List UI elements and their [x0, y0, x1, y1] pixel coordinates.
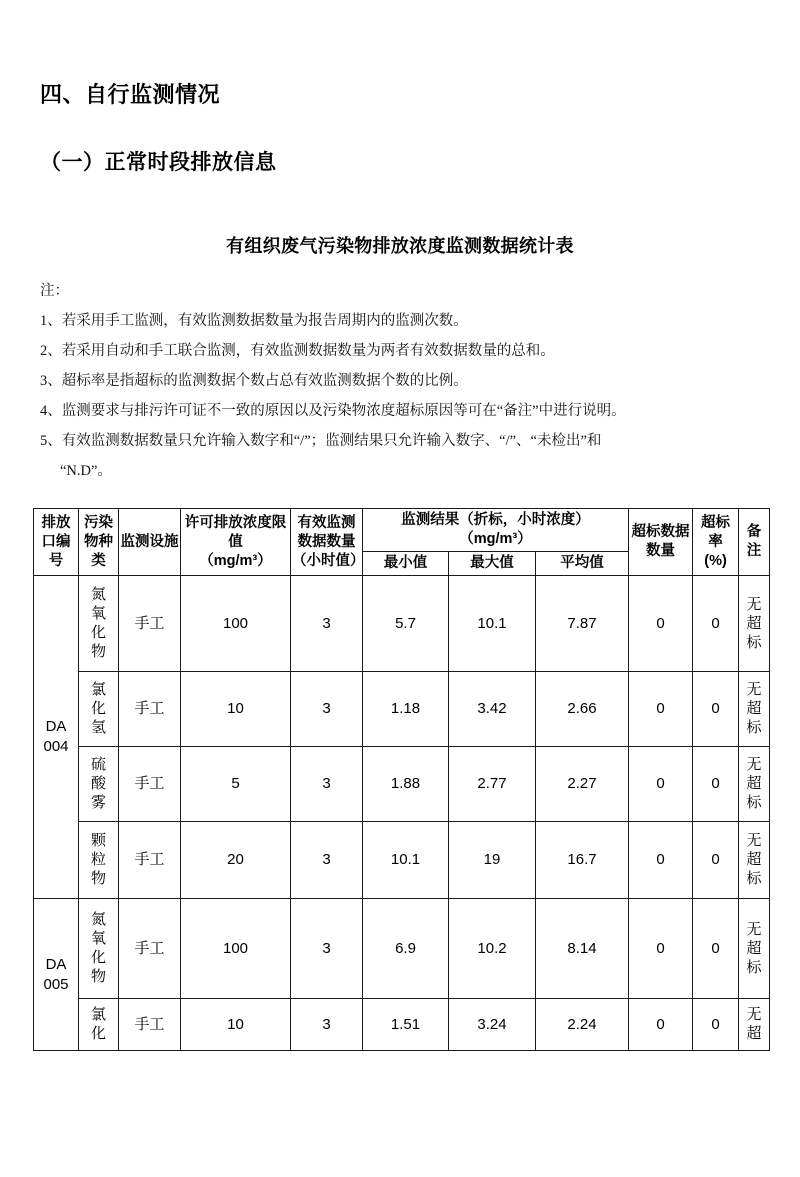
cell-remark [739, 747, 770, 822]
col-header-outlet-no: 排放口编号 [34, 509, 79, 576]
col-header-result-group-text: 监测结果（折标，小时浓度） [401, 512, 590, 528]
remark-label: 无超标 [746, 681, 762, 736]
cell-exceed-rate: 0 [693, 899, 739, 999]
cell-avg: 2.24 [536, 999, 629, 1051]
cell-min: 10.1 [363, 822, 449, 899]
outlet-prefix: DA [45, 718, 67, 735]
cell-exceed-count: 0 [629, 747, 693, 822]
cell-count: 3 [291, 672, 363, 747]
cell-avg: 8.14 [536, 899, 629, 999]
col-header-valid-count-unit: （小时值） [292, 552, 365, 569]
col-header-exceed-rate-text: 超标率 [701, 514, 731, 550]
cell-exceed-count: 0 [629, 672, 693, 747]
pollutant-label: 颗粒物 [91, 832, 107, 887]
cell-count: 3 [291, 747, 363, 822]
pollutant-label: 硫酸雾 [91, 756, 107, 811]
note-item-5-cont: “N.D”。 [60, 463, 112, 479]
pollutant-label: 氯化 [91, 1006, 107, 1042]
cell-max: 2.77 [449, 747, 536, 822]
cell-exceed-rate: 0 [693, 672, 739, 747]
cell-exceed-count: 0 [629, 899, 693, 999]
notes-block [40, 276, 772, 486]
cell-limit: 20 [181, 822, 291, 899]
col-header-result-group-unit: （mg/m³） [459, 531, 532, 547]
col-header-permit-limit [181, 509, 291, 576]
cell-outlet-no [34, 899, 79, 1051]
note-item-2: 2、若采用自动和手工联合监测，有效监测数据数量为两者有效数据数量的总和。 [40, 343, 555, 359]
outlet-number: 004 [43, 738, 69, 755]
cell-min: 5.7 [363, 576, 449, 672]
cell-pollutant [79, 822, 119, 899]
cell-remark [739, 672, 770, 747]
notes-label: 注： [40, 283, 69, 299]
pollutant-label: 氮氧化物 [91, 911, 107, 985]
cell-avg: 2.66 [536, 672, 629, 747]
outlet-prefix: DA [45, 955, 67, 973]
cell-pollutant [79, 899, 119, 999]
cell-count: 3 [291, 822, 363, 899]
cell-facility: 手工 [119, 999, 181, 1051]
cell-count: 3 [291, 576, 363, 672]
cell-exceed-rate: 0 [693, 747, 739, 822]
cell-min: 6.9 [363, 899, 449, 999]
col-header-result-group [363, 509, 629, 552]
cell-limit: 100 [181, 899, 291, 999]
cell-limit: 10 [181, 999, 291, 1051]
cell-remark [739, 576, 770, 672]
pollutant-label: 氮氧化物 [91, 586, 107, 660]
cell-limit: 10 [181, 672, 291, 747]
cell-facility: 手工 [119, 899, 181, 999]
cell-remark [739, 999, 770, 1051]
pollutant-label: 氯化氢 [91, 681, 107, 736]
cell-exceed-rate: 0 [693, 999, 739, 1051]
cell-count: 3 [291, 999, 363, 1051]
table-body [34, 576, 770, 1051]
note-item-3: 3、超标率是指超标的监测数据个数占总有效监测数据个数的比例。 [40, 373, 468, 389]
cell-max: 10.1 [449, 576, 536, 672]
col-header-valid-count [291, 509, 363, 576]
cell-min: 1.18 [363, 672, 449, 747]
note-item-5: 5、有效监测数据数量只允许输入数字和“/”；监测结果只允许输入数字、“/”、“未检出”和 [40, 433, 602, 449]
cell-pollutant [79, 672, 119, 747]
cell-max: 19 [449, 822, 536, 899]
col-header-valid-count-text: 有效监测数据数量 [297, 514, 356, 550]
table-row [34, 999, 770, 1051]
cell-exceed-count: 0 [629, 999, 693, 1051]
cell-limit: 5 [181, 747, 291, 822]
cell-facility: 手工 [119, 576, 181, 672]
cell-remark [739, 899, 770, 999]
cell-exceed-rate: 0 [693, 822, 739, 899]
table-row [34, 576, 770, 672]
note-item-1: 1、若采用手工监测，有效监测数据数量为报告周期内的监测次数。 [40, 313, 468, 329]
col-header-monitor-facility: 监测设施 [119, 509, 181, 576]
col-header-permit-limit-text: 许可排放浓度限值 [184, 514, 287, 550]
cell-exceed-rate: 0 [693, 576, 739, 672]
cell-limit: 100 [181, 576, 291, 672]
cell-avg: 7.87 [536, 576, 629, 672]
col-header-avg: 平均值 [536, 552, 629, 576]
cell-exceed-count: 0 [629, 822, 693, 899]
subsection-heading: （一）正常时段排放信息 [40, 150, 277, 174]
table-header [34, 509, 770, 576]
remark-label: 无超标 [746, 595, 762, 651]
monitoring-data-table [33, 508, 770, 1051]
col-header-pollutant-type: 污染物种类 [79, 509, 119, 576]
cell-min: 1.51 [363, 999, 449, 1051]
cell-exceed-count: 0 [629, 576, 693, 672]
cell-avg: 16.7 [536, 822, 629, 899]
col-header-exceed-rate-unit: (%) [704, 552, 727, 569]
table-row [34, 822, 770, 899]
col-header-max: 最大值 [449, 552, 536, 576]
page-title: 四、自行监测情况 [40, 82, 221, 107]
remark-label: 无超标 [746, 756, 762, 811]
cell-facility: 手工 [119, 822, 181, 899]
cell-pollutant [79, 576, 119, 672]
cell-pollutant [79, 999, 119, 1051]
cell-count: 3 [291, 899, 363, 999]
cell-max: 10.2 [449, 899, 536, 999]
table-row [34, 747, 770, 822]
monitoring-data-table-wrapper [33, 508, 769, 1051]
remark-label: 无超标 [746, 832, 762, 887]
cell-max: 3.24 [449, 999, 536, 1051]
cell-avg: 2.27 [536, 747, 629, 822]
remark-label: 无超标 [746, 920, 762, 976]
remark-label: 无超 [746, 1006, 762, 1042]
col-header-exceed-count: 超标数据数量 [629, 509, 693, 576]
table-row [34, 672, 770, 747]
col-header-permit-limit-unit: （mg/m³） [199, 552, 272, 569]
cell-pollutant [79, 747, 119, 822]
cell-min: 1.88 [363, 747, 449, 822]
cell-max: 3.42 [449, 672, 536, 747]
col-header-remark: 备注 [739, 509, 770, 576]
note-item-4: 4、监测要求与排污许可证不一致的原因以及污染物浓度超标原因等可在“备注”中进行说明。 [40, 403, 626, 419]
cell-remark [739, 822, 770, 899]
cell-facility: 手工 [119, 747, 181, 822]
cell-facility: 手工 [119, 672, 181, 747]
table-title: 有组织废气污染物排放浓度监测数据统计表 [226, 236, 574, 256]
table-row [34, 899, 770, 999]
outlet-number: 005 [43, 975, 69, 993]
col-header-exceed-rate [693, 509, 739, 576]
col-header-min: 最小值 [363, 552, 449, 576]
table-header-row-1 [34, 509, 770, 552]
cell-outlet-no [34, 576, 79, 899]
